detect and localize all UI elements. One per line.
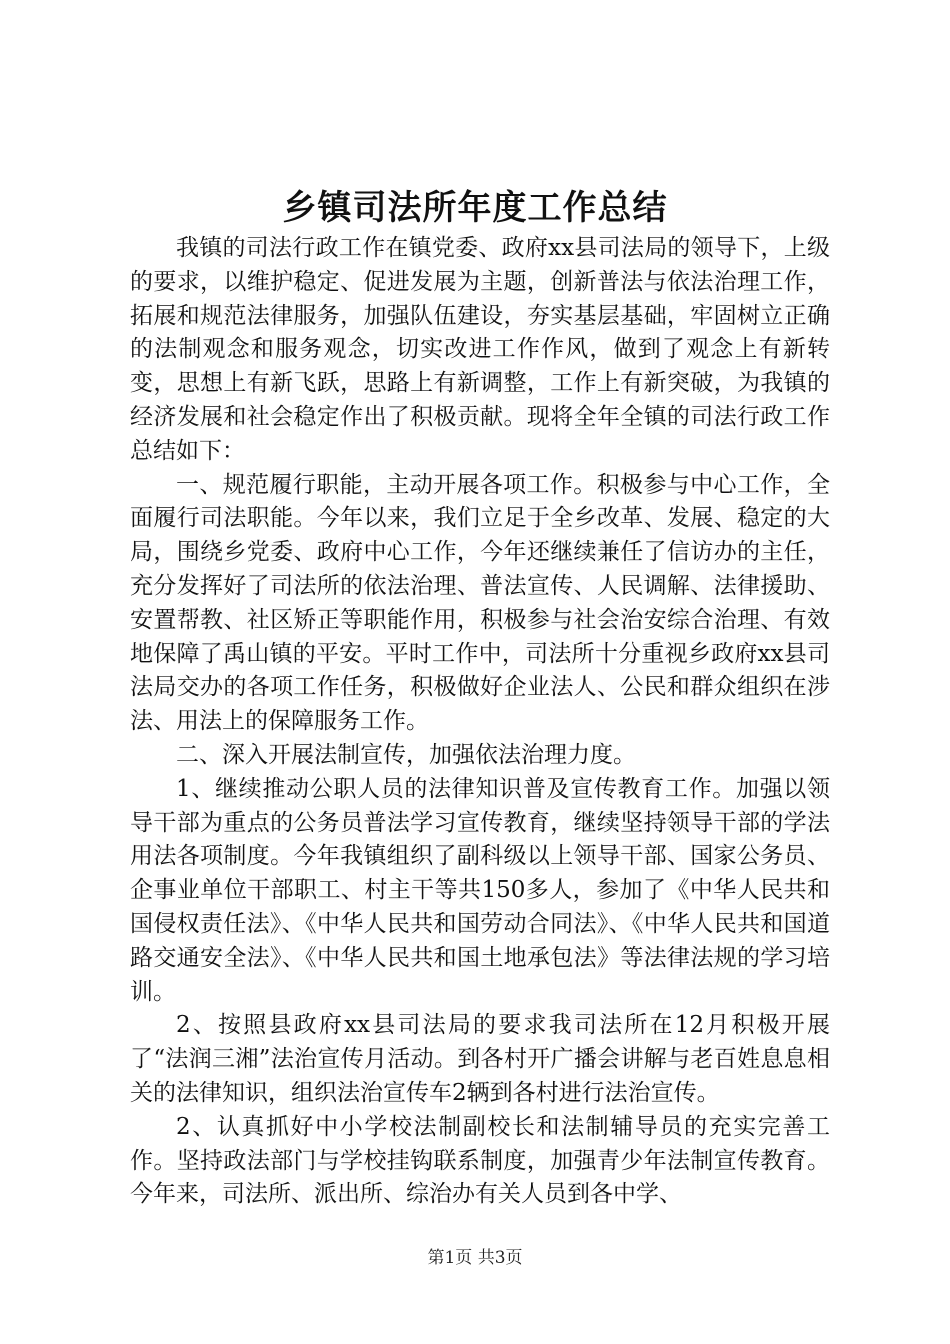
paragraph-item-1: 1、继续推动公职人员的法律知识普及宣传教育工作。加强以领导干部为重点的公务员普法学习宣传教育，继续坚持领导干部的学法用法各项制度。今年我镇组织了副科级以上领导干部、国家公务员、企事业单位干部职工、村主干等共150多人，参加了《中华人民共和国侵权责任法》、《中华人民共和国劳动合同法》、《中华人民共和国道路交通安全法》、《中华人民共和国土地承包法》等法律法规的学习培训。: [130, 775, 830, 1005]
paragraph-section-1: 一、规范履行职能，主动开展各项工作。积极参与中心工作，全面履行司法职能。今年以来，我们立足于全乡改革、发展、稳定的大局，围绕乡党委、政府中心工作，今年还继续兼任了信访办的主任，充分发挥好了司法所的依法治理、普法宣传、人民调解、法律援助、安置帮教、社区矫正等职能作用，积极参与社会治安综合治理、有效地保障了禹山镇的平安。平时工作中，司法所十分重视乡政府xx县司法局交办的各项工作任务，积极做好企业法人、公民和群众组织在涉法、用法上的保障服务工作。: [130, 471, 830, 735]
paragraph-intro: 我镇的司法行政工作在镇党委、政府xx县司法局的领导下，上级的要求，以维护稳定、促进发展为主题，创新普法与依法治理工作，拓展和规范法律服务，加强队伍建设，夯实基层基础，牢固树立正确的法制观念和服务观念，切实改进工作作风，做到了观念上有新转变，思想上有新飞跃，思路上有新调整，工作上有新突破，为我镇的经济发展和社会稳定作出了积极贡献。现将全年全镇的司法行政工作总结如下：: [130, 235, 830, 464]
page-number-footer: 第1页 共3页: [427, 1248, 523, 1268]
document-body: [130, 232, 830, 1212]
paragraph-item-2: 2、按照县政府xx县司法局的要求我司法所在12月积极开展了“法润三湘”法治宣传月活动。到各村开广播会讲解与老百姓息息相关的法律知识，组织法治宣传车2辆到各村进行法治宣传。: [130, 1012, 830, 1106]
paragraph-item-3: 2、认真抓好中小学校法制副校长和法制辅导员的充实完善工作。坚持政法部门与学校挂钩联系制度，加强青少年法制宣传教育。今年来，司法所、派出所、综治办有关人员到各中学、: [130, 1113, 830, 1208]
document-title: 乡镇司法所年度工作总结: [282, 188, 668, 228]
paragraph-section-2-heading: 二、深入开展法制宣传，加强依法治理力度。: [176, 741, 636, 768]
